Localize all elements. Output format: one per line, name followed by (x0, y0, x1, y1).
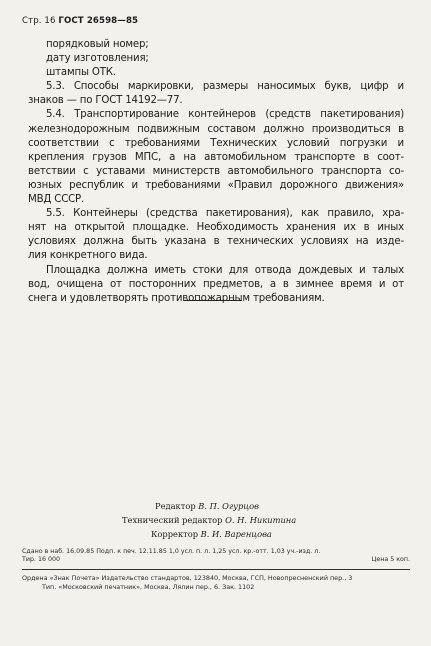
proofreader-name: В. И. Варенцова (200, 529, 272, 539)
paragraph-line: МВД СССР. (28, 194, 85, 206)
section-divider (184, 300, 242, 301)
paragraph-line: Площадка должна иметь стоки для отвода дождевых и талых (46, 264, 404, 276)
credit-editor: Редактор В. П. Огурцов (155, 501, 259, 511)
paragraph-line: знаков — по ГОСТ 14192—77. (28, 95, 183, 107)
list-item: штампы ОТК. (46, 67, 116, 79)
list-item: дату изготовления; (46, 53, 149, 65)
paragraph-line: вод, очищена от посторонних предметов, а в зимнее время и от (28, 278, 404, 290)
printer-line: Тип. «Московский печатник», Москва, Лялин пер., 6. Зак. 1102 (42, 583, 255, 591)
price: Цена 5 коп. (371, 556, 410, 564)
footer-divider (22, 569, 410, 570)
paragraph-line: юзных республик и требованиями «Правил дорожного движения» (28, 179, 404, 191)
paragraph-line: условиях должна быть указана в технических условиях на изде- (28, 236, 404, 248)
publisher-line: Ордена «Знак Почета» Издательство стандартов, 123840, Москва, ГСП, Новопресненский пер., 3 (22, 574, 353, 582)
paragraph-line: снега и удовлетворять противопожарным требованиям. (28, 292, 325, 304)
credit-tech-editor: Технический редактор О. Н. Никитина (122, 515, 297, 525)
credit-proofreader: Корректор В. И. Варенцова (151, 529, 272, 539)
editor-name: В. П. Огурцов (198, 501, 259, 511)
paragraph-line: нят на открытой площадке. Необходимость хранения их в иных (28, 222, 404, 234)
imprint-line: Сдано в наб. 16.09.85 Подп. к печ. 12.11.85 1,0 усл. п. л. 1,25 усл. кр.-отт. 1,03 уч.-изд. л. (22, 548, 321, 555)
running-header (22, 16, 138, 26)
body-text (28, 38, 404, 306)
publisher-footer (22, 574, 410, 592)
paragraph-line: 5.5. Контейнеры (средства пакетирования), как правило, хра- (46, 208, 404, 220)
paragraph-line: ветствии с уставами министерств автомобильного транспорта со- (28, 165, 404, 177)
print-imprint (22, 548, 410, 564)
imprint-line: Тир. 16 000 Цена 5 коп. (22, 556, 410, 564)
list-item: порядковый номер; (46, 39, 149, 50)
paragraph-line: железнодорожным подвижным составом должно производиться в (28, 123, 404, 135)
standard-number: ГОСТ 26598—85 (58, 16, 139, 26)
paragraph-line: крепления грузов МПС, а на автомобильном транспорте в соот- (28, 151, 404, 163)
paragraph-line: 5.4. Транспортирование контейнеров (средств пакетирования) (46, 109, 404, 121)
paragraph-line: лия конкретного вида. (28, 250, 148, 262)
paragraph-line: 5.3. Способы маркировки, размеры наносимых букв, цифр и (46, 81, 404, 93)
paragraph-line: соответствии с требованиями Технических условий погрузки и (28, 137, 404, 149)
page-number: Стр. 16 (22, 16, 56, 26)
tech-editor-name: О. Н. Никитина (225, 515, 297, 525)
